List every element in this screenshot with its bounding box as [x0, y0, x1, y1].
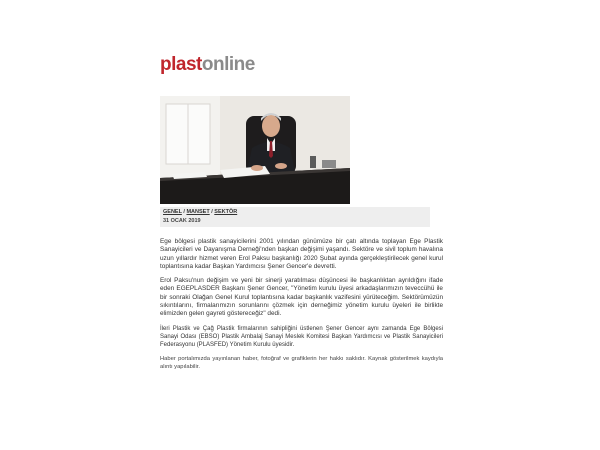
article-paragraph: Erol Paksu'nun değişim ve yeni bir sinerji yaratılması düşüncesi ile başkanlıktan ayrıldığını ifade eden EGEPLASDER Başkanı Şener Gencer, "Yönetim kurulu üyesi arkadaşlarımızın teveccühü ile bir sonraki Olağan Genel Kurul toplantısına kadar başkanlık vazifesini yürüteceğim. Sektörümüzün sıkıntılarını, firmalarımızın sorunlarını çözmek için derneğimiz yönetim kurulu üyeleri ile birlikte elimizden gelen gayreti göstereceğiz" dedi. — [160, 277, 443, 318]
copyright-notice: Haber portalımızda yayınlanan haber, fotoğraf ve grafiklerin her hakkı saklıdır. Kaynak gösterilmek kaydıyla alıntı yapılabilir. — [160, 355, 443, 370]
category-links — [163, 209, 237, 215]
category-link-genel[interactable]: GENEL — [163, 209, 182, 215]
category-separator: / — [181, 209, 187, 215]
article-paragraph: İleri Plastik ve Çağ Plastik firmalarının sahipliğini üstlenen Şener Gencer aynı zamanda Ege Bölgesi Sanayi Odası (EBSO) Plastik Ambalaj Sanayi Meslek Komitesi Başkan Yardımcısı ve Plastik Sanayicileri Federasyonu (PLASFED) Yönetim Kurulu üyesidir. — [160, 325, 443, 348]
article-meta-bar — [160, 207, 430, 227]
photo-illustration — [160, 96, 350, 204]
article-photo — [160, 96, 350, 204]
logo-part-online: online — [201, 54, 255, 75]
article-paragraph: Ege bölgesi plastik sanayicilerini 2001 yılından günümüze bir çatı altında toplayan Ege Plastik Sanayicileri ve Dayanışma Derneği'nden başkan değişimi yaşandı. Sektöre ve sivil toplum havalına uzun yıllardır hizmet veren Erol Paksu başkanlığı 2020 Şubat ayında gerçekleştirilecek genel kurul toplantısına kadar Başkan Yardımcısı Şener Gencer'e devretti. — [160, 238, 443, 270]
category-link-manset[interactable]: MANSET — [186, 209, 210, 215]
article-date: 31 OCAK 2019 — [163, 218, 201, 224]
article-body — [160, 238, 443, 377]
site-logo[interactable] — [160, 54, 255, 76]
category-separator: / — [209, 209, 215, 215]
category-link-sektor[interactable]: SEKTÖR — [214, 209, 238, 215]
logo-part-plast: plast — [160, 54, 202, 75]
